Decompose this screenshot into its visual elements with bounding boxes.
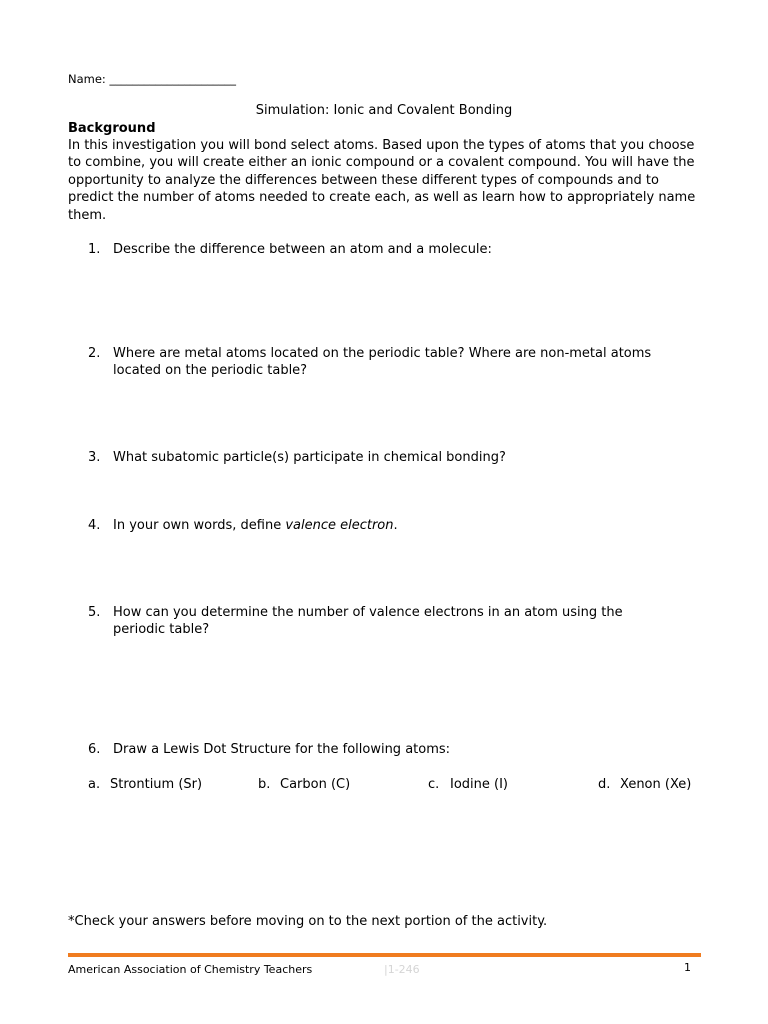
page-number: 1: [684, 961, 691, 974]
choice-text: Xenon (Xe): [620, 777, 692, 792]
question-term: valence electron: [285, 518, 394, 533]
choice-c: [428, 777, 508, 792]
check-answers-note: *Check your answers before moving on to the next portion of the activity.: [68, 914, 548, 929]
question-text: Where are metal atoms located on the periodic table? Where are non-metal atoms: [113, 346, 652, 361]
question-text: Describe the difference between an atom and a molecule:: [113, 242, 492, 257]
choice-text: Strontium (Sr): [110, 777, 203, 792]
page-title: Simulation: Ionic and Covalent Bonding: [255, 103, 513, 118]
footer-code: |1-246: [384, 963, 420, 976]
footer-organization: American Association of Chemistry Teachers: [68, 963, 313, 976]
question-number: 3.: [88, 450, 101, 465]
question-text: How can you determine the number of valence electrons in an atom using the: [113, 605, 623, 620]
question-number: 5.: [88, 605, 101, 620]
name-field-label: Name: ______________________: [68, 72, 236, 86]
question-number: 1.: [88, 242, 101, 257]
question-2: [88, 345, 651, 380]
question-4: [88, 517, 398, 534]
choice-letter: b.: [258, 777, 271, 792]
background-heading: Background: [68, 121, 156, 136]
question-number: 2.: [88, 346, 101, 361]
choice-text: Carbon (C): [280, 777, 351, 792]
footer-divider: [68, 953, 701, 957]
question-1: [88, 241, 492, 258]
choice-letter: a.: [88, 777, 101, 792]
question-text: What subatomic particle(s) participate in chemical bonding?: [113, 450, 506, 465]
choice-text: Iodine (I): [450, 777, 508, 792]
choice-letter: d.: [598, 777, 611, 792]
choice-b: [258, 777, 350, 792]
question-text-continued: located on the periodic table?: [113, 363, 308, 379]
question-text-end: .: [393, 518, 398, 533]
question-text: Draw a Lewis Dot Structure for the following atoms:: [113, 742, 451, 757]
question-number: 4.: [88, 518, 101, 533]
question-6: [88, 741, 450, 758]
choice-d: [598, 777, 691, 792]
choice-a: [88, 777, 202, 792]
question-text-continued: periodic table?: [113, 622, 210, 638]
choice-letter: c.: [428, 777, 440, 792]
question-3: [88, 449, 506, 466]
question-5: [88, 604, 623, 639]
question-number: 6.: [88, 742, 101, 757]
question-text: In your own words, define: [113, 518, 286, 533]
background-paragraph: In this investigation you will bond select atoms. Based upon the types of atoms that you choose to combine, you will create either an ionic compound or a covalent compound. You will have the opportunity to analyze the differences between these different types of compounds and to predict the number of atoms needed to create each, as well as learn how to appropriately name them.: [68, 138, 696, 223]
